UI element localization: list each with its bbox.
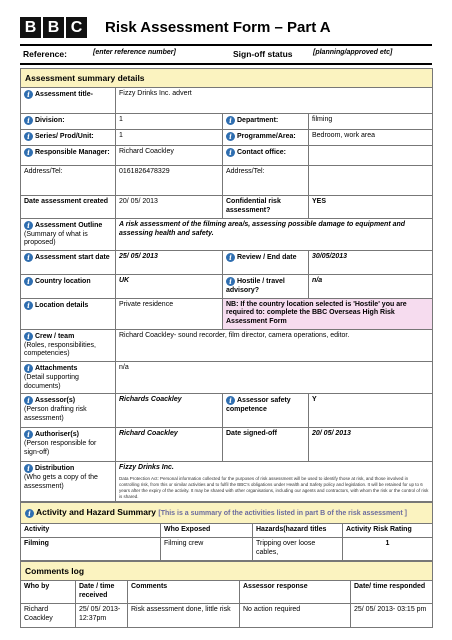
- series-field[interactable]: 1: [116, 130, 223, 146]
- info-icon[interactable]: i: [226, 132, 235, 141]
- field-sublabel: (Who gets a copy of the assessment): [24, 474, 98, 490]
- reference-label: Reference:: [20, 45, 90, 64]
- review-date-field[interactable]: 30/05/2013: [309, 251, 433, 275]
- table-cell[interactable]: Tripping over loose cables,: [253, 538, 343, 561]
- column-header: Date / time received: [76, 581, 128, 604]
- column-header: Activity Risk Rating: [343, 524, 433, 538]
- info-icon[interactable]: i: [24, 132, 33, 141]
- table-cell[interactable]: 25/ 05/ 2013- 12:37pm: [76, 603, 128, 627]
- column-header: Assessor response: [240, 581, 351, 604]
- table-cell[interactable]: Richard Coackley: [21, 603, 76, 627]
- activity-hazard-table: [20, 502, 433, 560]
- field-label: Division:: [35, 117, 65, 125]
- field-label: Assessor safety competence: [226, 397, 291, 413]
- column-header: Date/ time responded: [351, 581, 433, 604]
- reference-bar: [20, 44, 432, 65]
- assessor-competence-field[interactable]: Y: [309, 394, 433, 428]
- field-label: Assessor(s): [35, 397, 76, 405]
- responsible-field[interactable]: Richard Coackley: [116, 146, 223, 166]
- column-header: Who Exposed: [161, 524, 253, 538]
- crew-field[interactable]: Richard Coackley- sound recorder, film director, camera operations, editor.: [116, 329, 433, 361]
- hostile-field[interactable]: n/a: [309, 275, 433, 299]
- field-sublabel: (Summary of what is proposed): [24, 230, 88, 247]
- field-label: Address/Tel:: [223, 166, 309, 196]
- table-cell[interactable]: Risk assessment done, little risk: [128, 603, 240, 627]
- field-label: Assessment Outline: [35, 221, 103, 229]
- field-label: Series/ Prod/Unit:: [35, 133, 94, 141]
- form-header: [20, 10, 432, 44]
- field-label: Assessment start date: [35, 254, 110, 261]
- field-label: Department:: [237, 117, 279, 125]
- start-date-field[interactable]: 25/ 05/ 2013: [116, 251, 223, 275]
- signoff-input[interactable]: [planning/approved etc]: [310, 45, 432, 64]
- field-sublabel: (Person drafting risk assessment): [24, 406, 87, 422]
- signed-off-date-field[interactable]: 20/ 05/ 2013: [309, 428, 433, 462]
- info-icon[interactable]: i: [226, 116, 235, 125]
- data-protection-note: Data Protection Act: Personal information collected for the purposes of risk assessment will be used to identify those at risk, and those involved in controlling risk, from this or similar activities and to fulfil the BBC's obligations under Health and Safety policy and legislation. It will be retained for up to 6 years after the expiry of the activity. It may be shared with other organisations, including our agents and contractors, with whom the risk or the control of risk is shared.: [119, 476, 429, 499]
- address-field-2[interactable]: [309, 166, 433, 196]
- table-cell[interactable]: 1: [343, 538, 433, 561]
- division-field[interactable]: 1: [116, 114, 223, 130]
- info-icon[interactable]: i: [226, 253, 235, 262]
- attachments-field[interactable]: n/a: [116, 362, 433, 394]
- logo-letter: B: [20, 17, 41, 38]
- field-label: Date assessment created: [21, 196, 116, 219]
- info-icon[interactable]: i: [24, 116, 33, 125]
- field-label: Hostile / travel advisory?: [226, 278, 285, 294]
- info-icon[interactable]: i: [24, 90, 33, 99]
- info-icon[interactable]: i: [24, 301, 33, 310]
- page-title: Risk Assessment Form – Part A: [105, 18, 331, 36]
- info-icon[interactable]: i: [24, 364, 33, 373]
- department-field[interactable]: filming: [309, 114, 433, 130]
- field-label: Date signed-off: [223, 428, 309, 462]
- assessment-title-field[interactable]: Fizzy Drinks Inc. advert: [116, 88, 433, 114]
- column-header: Activity: [21, 524, 161, 538]
- assessment-summary-table: [20, 68, 433, 503]
- field-sublabel: (Detail supporting documents): [24, 373, 79, 390]
- field-label: Crew / team: [35, 332, 75, 340]
- table-cell[interactable]: Filming crew: [161, 538, 253, 561]
- field-label: Confidential risk assessment?: [223, 196, 309, 219]
- comments-log-table: [20, 561, 433, 628]
- programme-field[interactable]: Bedroom, work area: [309, 130, 433, 146]
- country-field[interactable]: UK: [116, 275, 223, 299]
- field-label: Assessment title-: [35, 91, 93, 99]
- column-header: Hazards(hazard titles: [253, 524, 343, 538]
- section-activity-note: [This is a summary of the activities listed in part B of the risk assessment ]: [158, 510, 407, 518]
- field-label: Review / End date: [237, 254, 297, 261]
- info-icon[interactable]: i: [226, 277, 235, 286]
- table-row: [21, 538, 433, 561]
- date-created-field[interactable]: 20/ 05/ 2013: [116, 196, 223, 219]
- field-label: Contact office:: [237, 149, 286, 157]
- info-icon[interactable]: i: [24, 464, 33, 473]
- info-icon[interactable]: i: [24, 221, 33, 230]
- distribution-field[interactable]: Fizzy Drinks Inc.: [119, 464, 174, 472]
- info-icon[interactable]: i: [25, 509, 34, 518]
- address-field-1[interactable]: 0161826478329: [116, 166, 223, 196]
- logo-letter: C: [66, 17, 87, 38]
- field-label: Address/Tel:: [21, 166, 116, 196]
- info-icon[interactable]: i: [24, 277, 33, 286]
- signoff-label: Sign-off status: [230, 45, 310, 64]
- section-assessment-summary: Assessment summary details: [21, 68, 433, 88]
- column-header: Who by: [21, 581, 76, 604]
- contact-field[interactable]: [309, 146, 433, 166]
- field-label: Location details: [35, 301, 89, 309]
- reference-input[interactable]: [enter reference number]: [90, 45, 230, 64]
- hostile-note: NB: If the country location selected is 'Hostile' you are required to: complete the BBC Overseas High Risk Assessment Form: [223, 298, 433, 329]
- info-icon[interactable]: i: [24, 253, 33, 262]
- field-label: Responsible Manager:: [35, 149, 110, 157]
- table-cell[interactable]: No action required: [240, 603, 351, 627]
- info-icon[interactable]: i: [24, 332, 33, 341]
- info-icon[interactable]: i: [226, 148, 235, 157]
- authoriser-field[interactable]: Richard Coackley: [116, 428, 223, 462]
- section-activity-title: Activity and Hazard Summary: [36, 507, 156, 518]
- table-row: [21, 603, 433, 627]
- info-icon[interactable]: i: [24, 430, 33, 439]
- field-label: Distribution: [35, 465, 75, 473]
- logo-letter: B: [43, 17, 64, 38]
- column-header: Comments: [128, 581, 240, 604]
- field-sublabel: (Roles, responsibilities, competencies): [24, 341, 96, 358]
- info-icon[interactable]: i: [226, 396, 235, 405]
- confidential-field[interactable]: YES: [309, 196, 433, 219]
- info-icon[interactable]: i: [24, 396, 33, 405]
- section-comments-log: Comments log: [21, 561, 433, 581]
- field-label: Country location: [35, 278, 91, 285]
- info-icon[interactable]: i: [24, 148, 33, 157]
- outline-field[interactable]: A risk assessment of the filming area/s, assessing possible damage to equipment and assessing health and safety.: [116, 218, 433, 250]
- table-cell[interactable]: 25/ 05/ 2013- 03:15 pm: [351, 603, 433, 627]
- assessor-field[interactable]: Richards Coackley: [116, 394, 223, 428]
- field-label: Authoriser(s): [35, 431, 79, 439]
- field-sublabel: (Person responsible for sign-off): [24, 440, 97, 456]
- table-cell[interactable]: Filming: [21, 538, 161, 561]
- field-label: Programme/Area:: [237, 133, 296, 141]
- bbc-logo: [20, 17, 87, 38]
- form-page: [20, 10, 432, 628]
- field-label: Attachments: [35, 365, 78, 372]
- location-field[interactable]: Private residence: [116, 298, 223, 329]
